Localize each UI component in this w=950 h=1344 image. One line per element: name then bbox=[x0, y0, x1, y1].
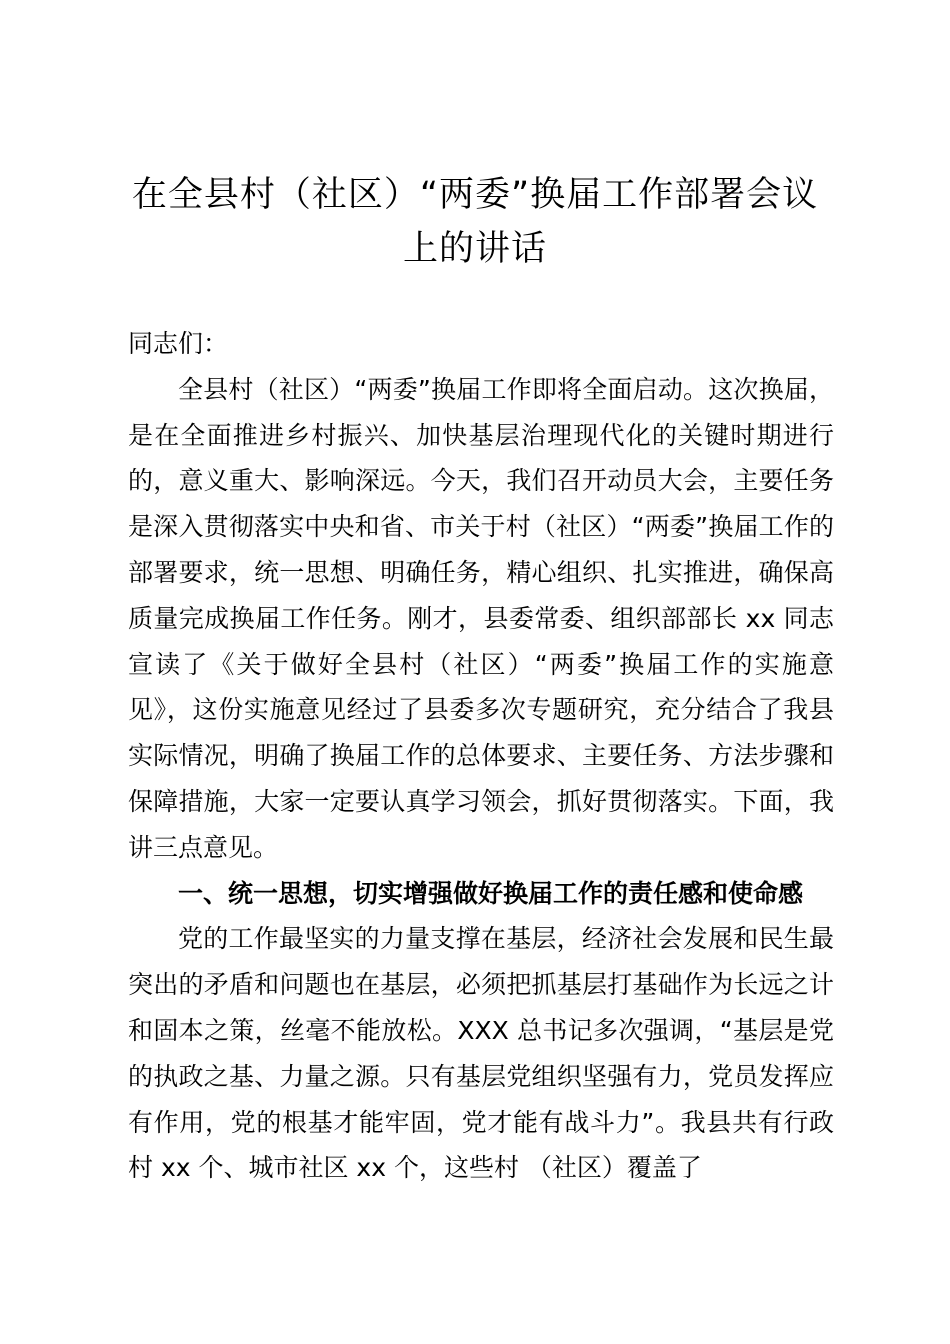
section-paragraph: 党的工作最坚实的力量支撑在基层，经济社会发展和民生最突出的矛盾和问题也在基层，必须把抓基层打基础作为长远之计和固本之策，丝毫不能放松。XXX 总书记多次强调，“基层是党的执政之基、力量之源。只有基层党组织坚强有力，党员发挥应有作用，党的根基才能牢固，党才能有战斗力”。我县共有行政村 xx 个、城市社区 xx 个，这些村 （社区）覆盖了 bbox=[128, 924, 834, 1183]
document-title bbox=[110, 168, 840, 276]
intro-paragraph: 全县村（社区）“两委”换届工作即将全面启动。这次换届，是在全面推进乡村振兴、加快基层治理现代化的关键时期进行的，意义重大、影响深远。今天，我们召开动员大会，主要任务是深入贯彻落实中央和省、市关于村（社区）“两委”换届工作的部署要求，统一思想、明确任务，精心组织、扎实推进，确保高质量完成换届工作任务。刚才，县委常委、组织部部长 xx 同志宣读了《关于做好全县村（社区）“两委”换届工作的实施意见》，这份实施意见经过了县委多次专题研究，充分结合了我县实际情况，明确了换届工作的总体要求、主要任务、方法步骤和保障措施，大家一定要认真学习领会，抓好贯彻落实。下面，我讲三点意见。 bbox=[128, 374, 834, 862]
document-body bbox=[128, 321, 834, 1191]
section-heading: 一、统一思想，切实增强做好换届工作的责任感和使命感 bbox=[178, 878, 804, 908]
title-line-1: 在全县村（社区）“两委”换届工作部署会议 bbox=[131, 175, 819, 215]
salutation: 同志们： bbox=[128, 329, 229, 358]
title-line-2: 上的讲话 bbox=[402, 229, 547, 269]
